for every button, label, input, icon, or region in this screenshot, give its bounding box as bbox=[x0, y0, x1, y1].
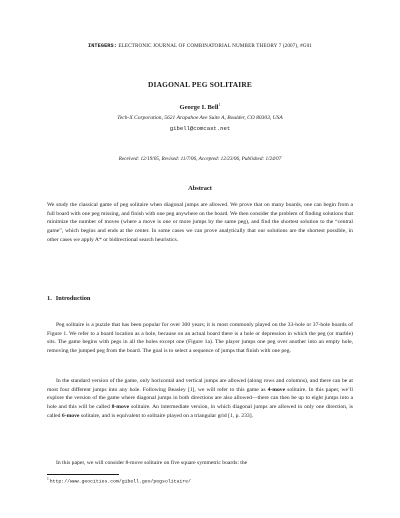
intro-paragraph-2 bbox=[47, 377, 353, 421]
author-footnote-mark: 1 bbox=[218, 102, 221, 107]
term-6-move: 6-move bbox=[61, 412, 80, 419]
footnote bbox=[47, 477, 191, 485]
abstract-text: We study the classical game of peg solitaire when diagonal jumps are allowed. We prove that on many boards, one can begin from a full board with one peg missing, and finish with one peg anywhere on the board. We then consider the problem of finding solutions that minimize the number of moves (where a move is one or more jumps by the same peg), and find the shortest solution to the “central game”, which begins and ends at the center. In some cases we can prove analytically that our solutions are the shortest possible, in other cases we apply A* or bidirectional search heuristics. bbox=[47, 202, 354, 243]
intro-paragraph-1: Peg solitaire is a puzzle that has been popular for over 300 years; it is most commonly played on the 33-hole or 37-hole boards of Figure 1. We refer to a board location as a hole, because on an actual board there is a hole or depression in which the peg (or marble) sits. The game begins with pegs in all the holes except one (Figure 1a). The player jumps one peg over another into an empty hole, removing the jumped peg from the board. The goal is to select a sequence of jumps that finish with one peg. bbox=[47, 322, 353, 355]
journal-name: ELECTRONIC JOURNAL OF COMBINATORIAL NUMBER THEORY 7 (2007), #G01 bbox=[116, 43, 312, 49]
footnote-mark: 1 bbox=[47, 477, 49, 481]
p2-text-e: solitaire. An intermediate version, in which diagonal jumps are allowed in only one direction, is called bbox=[47, 404, 353, 419]
p2-text-c: solitaire. In this paper, we’ll explore the version of the game where diagonal jumps in both directions are also allowed—there can then be up to eight jumps into a hole and this will be called bbox=[47, 386, 354, 411]
journal-tag: INTEGERS: bbox=[88, 43, 117, 49]
running-header bbox=[0, 43, 400, 49]
footnote-divider bbox=[47, 474, 119, 475]
intro-paragraph-3: In this paper, we will consider 8-move solitaire on five square symmetric boards: the bbox=[56, 460, 248, 466]
footnote-url[interactable]: http://www.geocities.com/gibell.geo/pegsolitaire/ bbox=[49, 479, 191, 485]
section-heading bbox=[47, 295, 90, 302]
author-email: gibell@comcast.net bbox=[169, 125, 231, 132]
abstract-heading: Abstract bbox=[188, 185, 212, 192]
p2-text-a: In the standard version of the game, only horizontal and vertical jumps are allowed (along rows and columns), and there can be at most four different jumps into any hole. Following Beasley [1], we will refer to this game as bbox=[47, 378, 353, 393]
term-8-move: 8-move bbox=[111, 404, 130, 411]
author-affiliation: Tech-X Corporation, 5621 Arapahoe Ave Suite A, Boulder, CO 80303, USA bbox=[117, 115, 283, 121]
publication-dates: Received: 12/19/05, Revised: 11/7/06, Accepted: 12/23/06, Published: 1/24/07 bbox=[118, 156, 282, 162]
paper-title: DIAGONAL PEG SOLITAIRE bbox=[147, 80, 253, 89]
term-4-move: 4-move bbox=[267, 386, 286, 393]
section-number: 1. bbox=[47, 295, 52, 302]
p2-text-g: solitaire, and is equivalent to solitaire played on a triangular grid [1, p. 233]. bbox=[79, 412, 253, 419]
author-name: George I. Bell bbox=[179, 104, 219, 112]
section-title: Introduction bbox=[55, 295, 91, 302]
author-line bbox=[0, 102, 400, 111]
